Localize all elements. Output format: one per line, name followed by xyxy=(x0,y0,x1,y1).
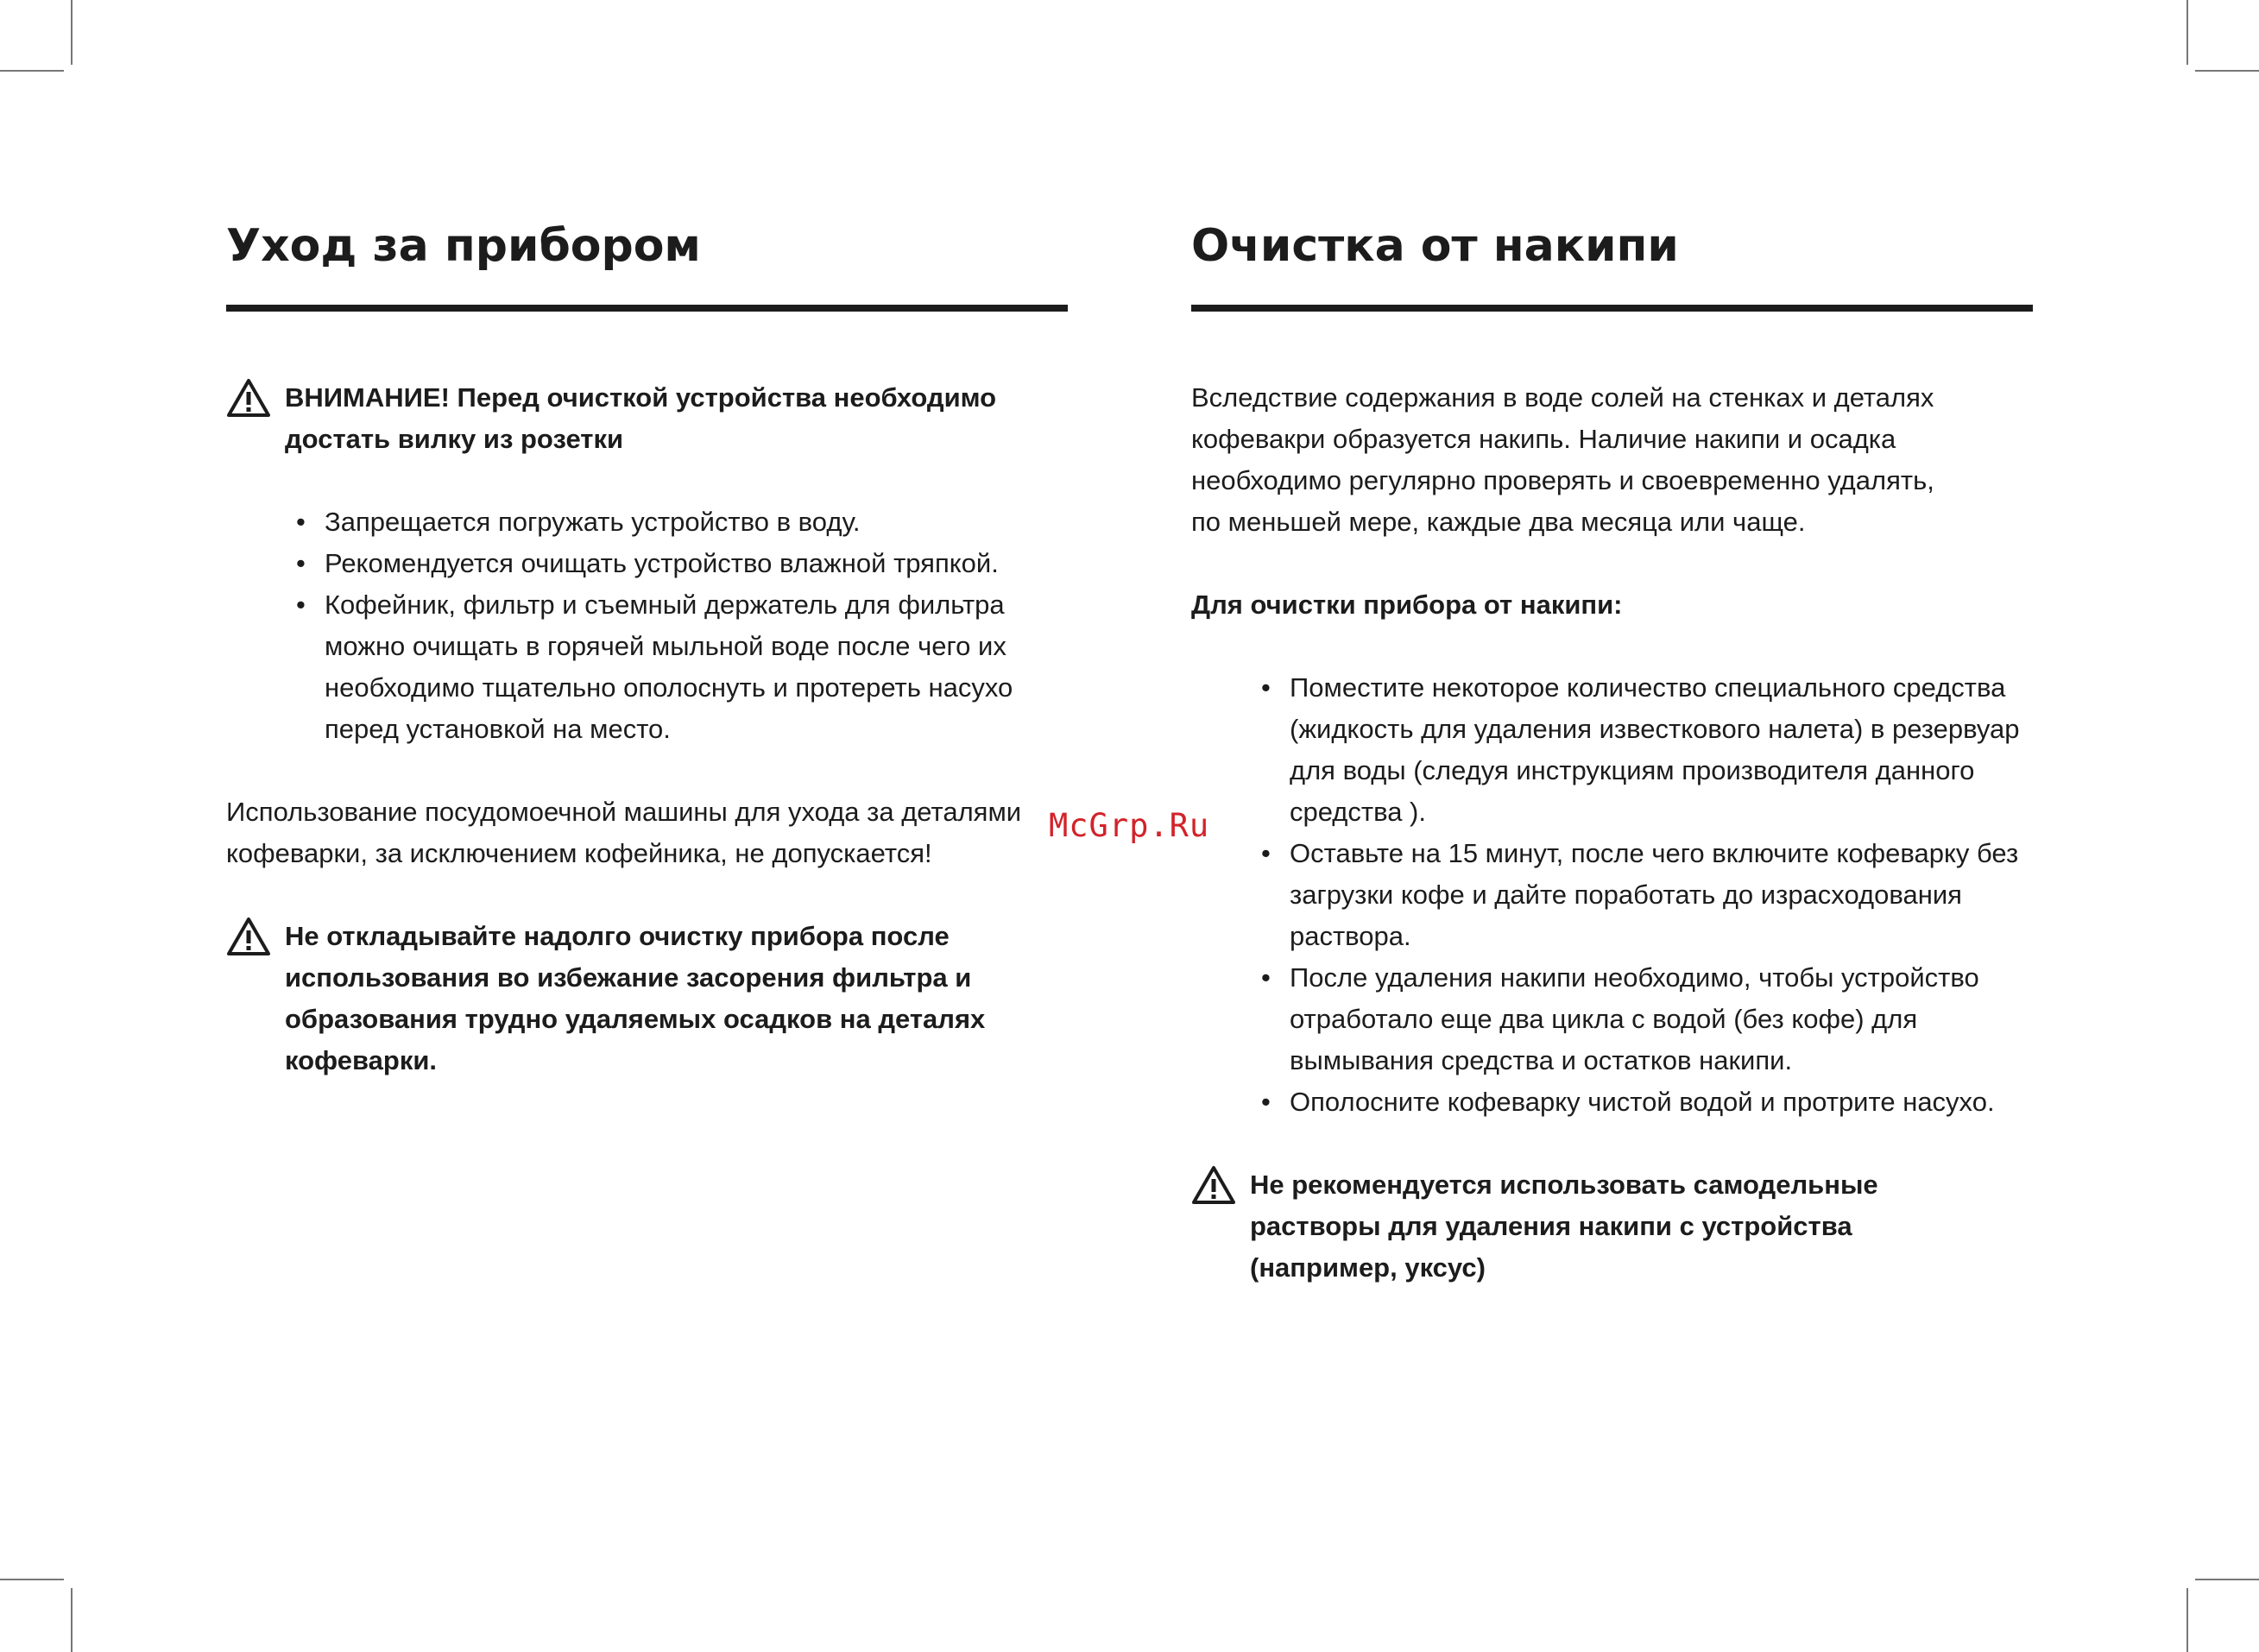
care-body xyxy=(226,377,1089,1081)
descaling-title: Очистка от накипи xyxy=(1191,220,1679,272)
descaling-steps xyxy=(1191,667,2054,1123)
care-bullets xyxy=(226,501,1089,750)
crop-mark xyxy=(2186,0,2188,65)
list-item xyxy=(296,584,1076,750)
warning-triangle-icon xyxy=(226,378,271,418)
list-item-text: Ополосните кофеварку чистой водой и протрите насухо. xyxy=(1290,1087,1995,1117)
crop-mark xyxy=(2195,1579,2259,1580)
clog-warning xyxy=(226,916,1114,1081)
bullet-dot: • xyxy=(1261,838,1271,868)
bullet-dot: • xyxy=(296,590,306,620)
care-title: Уход за прибором xyxy=(226,220,701,272)
list-item xyxy=(296,501,1089,543)
list-item xyxy=(1261,833,2049,957)
list-item xyxy=(1261,1081,2049,1123)
list-item-text: Запрещается погружать устройство в воду. xyxy=(325,507,861,537)
dishwasher-note: Использование посудомоечной машины для ухода за деталями кофеварки, за исключением кофейника, не допускается! xyxy=(226,797,1022,868)
homemade-solution-warning-text: Не рекомендуется использовать самодельные растворы для удаления накипи с устройства (например, уксус) xyxy=(1250,1170,1878,1283)
bullet-dot: • xyxy=(1261,962,1271,993)
crop-mark xyxy=(2186,1588,2188,1652)
clog-warning-text: Не откладывайте надолго очистку прибора после использования во избежание засорения фильтра и образования трудно удаляемых осадков на деталях кофеварки. xyxy=(285,921,986,1075)
bullet-dot: • xyxy=(296,507,306,537)
list-item xyxy=(296,543,1089,584)
descaling-title-rule xyxy=(1191,305,2033,312)
warning-triangle-icon xyxy=(1191,1165,1236,1205)
bullet-dot: • xyxy=(1261,672,1271,703)
list-item-text: Поместите некоторое количество специального средства (жидкость для удаления известкового налета) в резервуар для воды (следуя инструкциям производителя данного средства ). xyxy=(1290,672,2020,827)
crop-mark xyxy=(0,1579,64,1580)
descaling-subheading: Для очистки прибора от накипи: xyxy=(1191,590,1623,620)
bullet-dot: • xyxy=(296,548,306,578)
list-item xyxy=(1261,957,2023,1081)
unplug-warning-text: ВНИМАНИЕ! Перед очисткой устройства необходимо достать вилку из розетки xyxy=(285,382,997,454)
list-item-text: Кофейник, фильтр и съемный держатель для фильтра можно очищать в горячей мыльной воде после чего их необходимо тщательно ополоснуть и протереть насухо перед установкой на место. xyxy=(325,590,1013,744)
site-watermark: McGrp.Ru xyxy=(1049,807,1210,844)
list-item-text: После удаления накипи необходимо, чтобы устройство отработало еще два цикла с водой (без кофе) для вымывания средства и остатков накипи. xyxy=(1290,962,1979,1075)
unplug-warning xyxy=(226,377,1089,460)
crop-mark xyxy=(0,70,64,72)
crop-mark xyxy=(71,1588,73,1652)
bullet-dot: • xyxy=(1261,1087,1271,1117)
list-item-text: Оставьте на 15 минут, после чего включите кофеварку без загрузки кофе и дайте поработать до израсходования раствора. xyxy=(1290,838,2019,951)
list-item-text: Рекомендуется очищать устройство влажной тряпкой. xyxy=(325,548,999,578)
crop-mark xyxy=(2195,70,2259,72)
warning-triangle-icon xyxy=(226,917,271,956)
descaling-intro: Вследствие содержания в воде солей на стенках и деталях кофевакри образуется накипь. Наличие накипи и осадка необходимо регулярно проверять и своевременно удалять, по меньшей мере, каждые два месяца или чаще. xyxy=(1191,382,1934,537)
list-item xyxy=(1261,667,2023,833)
homemade-solution-warning xyxy=(1191,1164,1966,1289)
care-title-rule xyxy=(226,305,1068,312)
crop-mark xyxy=(71,0,73,65)
descaling-body xyxy=(1191,377,2054,1289)
